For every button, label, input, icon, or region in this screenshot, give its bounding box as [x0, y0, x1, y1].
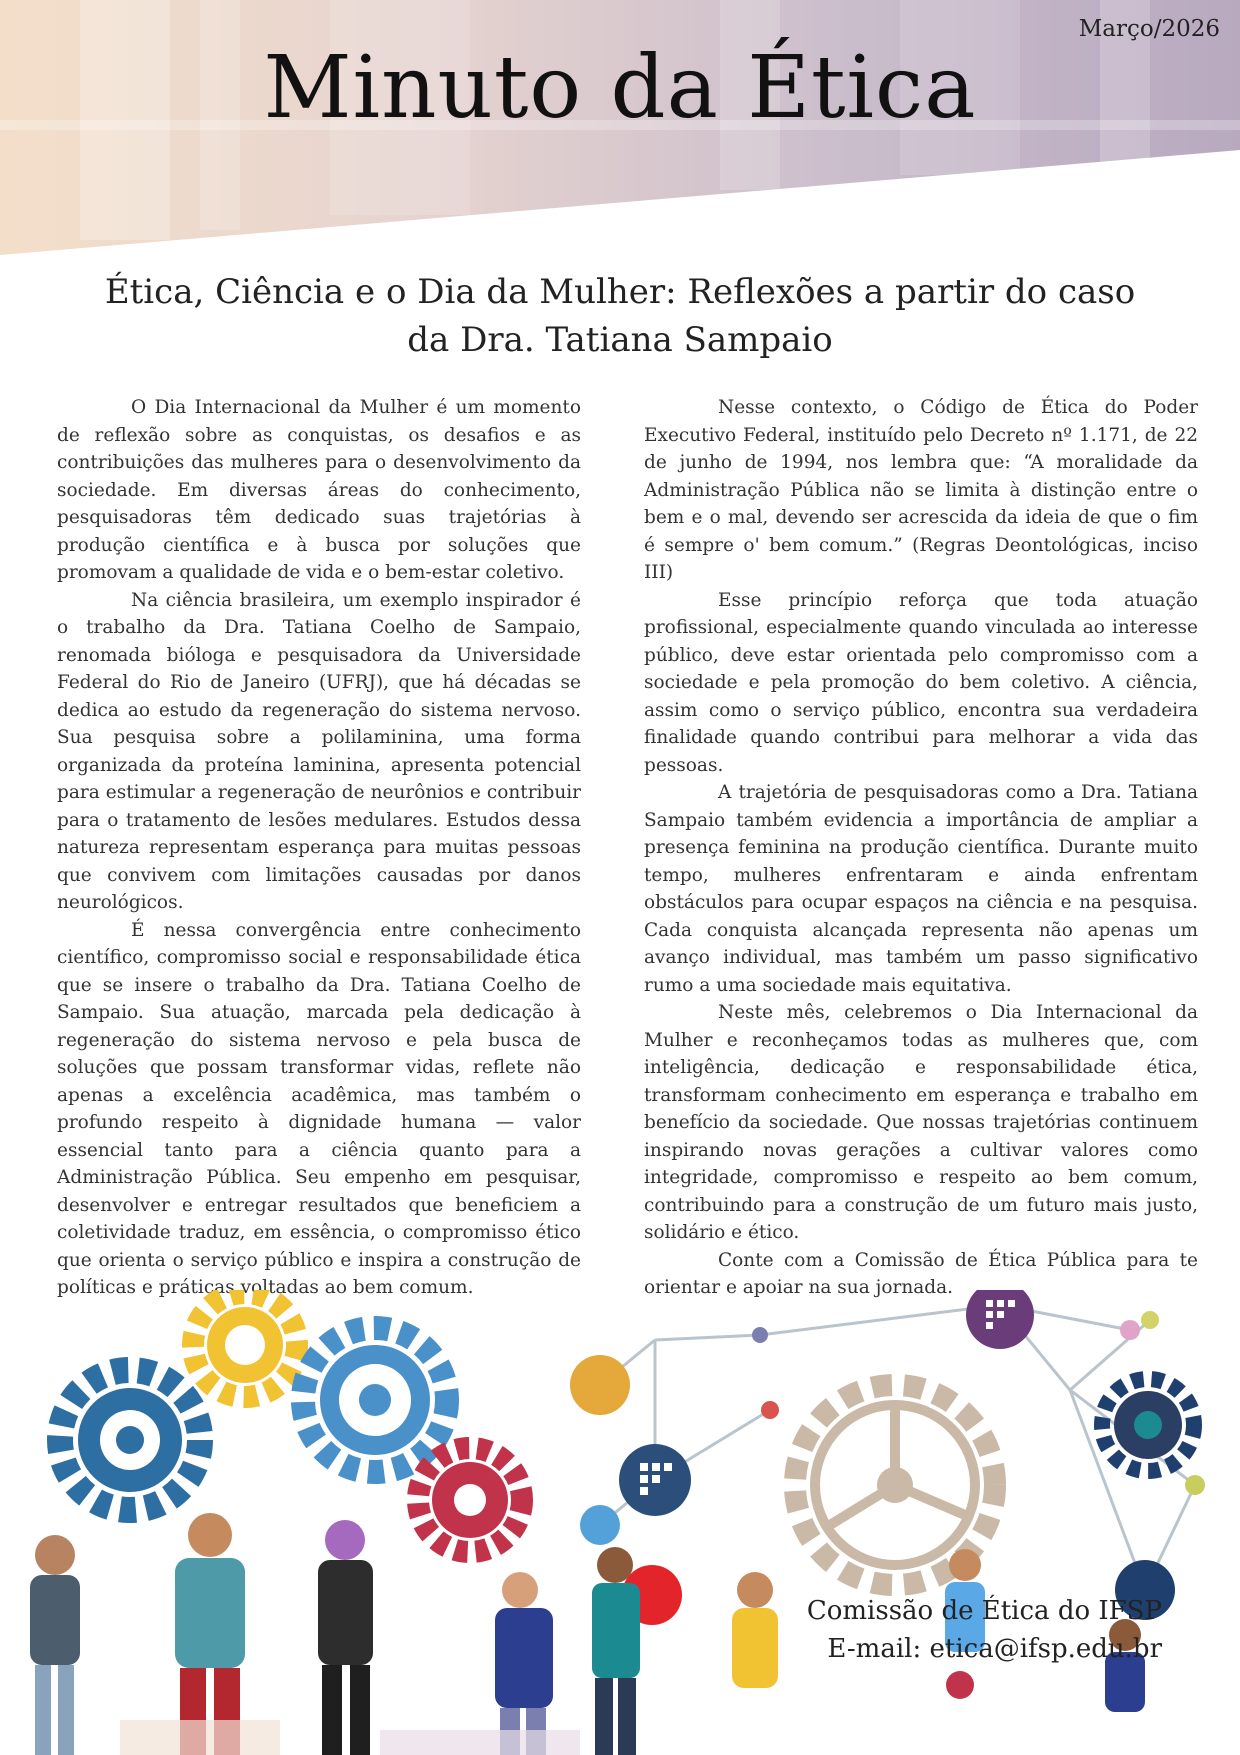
network-node: [761, 1401, 779, 1419]
network-node: [580, 1505, 620, 1545]
footer-contact: [807, 1592, 1162, 1668]
paragraph: Neste mês, celebremos o Dia Internacional da Mulher e reconheçamos todas as mulheres que, com inteligência, dedicação e responsabilidade ética, transformam conhecimento em esperança e trabalho em benefício da sociedade. Que nossas trajetórias continuem inspirando novas gerações a cultivar valores como integridade, compromisso e respeito ao bem comum, contribuindo para a construção de um futuro mais justo, solidário e ético.: [644, 1002, 1198, 1243]
network-node: [1141, 1311, 1159, 1329]
paragraph: Na ciência brasileira, um exemplo inspirador é o trabalho da Dra. Tatiana Coelho de Sampaio, renomada bióloga e pesquisadora da Universidade Federal do Rio de Janeiro (UFRJ), que há décadas se dedica ao estudo da regeneração do sistema nervoso. Sua pesquisa sobre a polilaminina, uma forma organizada da proteína laminina, apresenta potencial para estimular a regeneração de neurônios e contribuir para o tratamento de lesões medulares. Estudos dessa natureza representam esperança para muitas pessoas que convivem com limitações causadas por danos neurológicos.: [57, 589, 581, 913]
paragraph: Esse princípio reforça que toda atuação profissional, especialmente quando vinculada ao interesse público, deve estar orientada pelo compromisso com a sociedade e pela promoção do bem coletivo. A ciência, assim como o serviço público, encontra sua verdadeira finalidade quando contribui para melhorar a vida das pessoas.: [644, 589, 1198, 776]
person: [495, 1572, 553, 1755]
issue-date: Março/2026: [1078, 16, 1220, 42]
article-column-left: [57, 394, 581, 1302]
paragraph: Nesse contexto, o Código de Ética do Poder Executivo Federal, instituído pelo Decreto nº 1.171, de 22 de junho de 1994, nos lembra que: “A moralidade da Administração Pública não se limita à distinção entre o bem e o mal, devendo ser acrescida da ideia de que o fim é sempre o' bem comum.” (Regras Deontológicas, inciso III): [644, 397, 1198, 583]
person: [30, 1535, 80, 1755]
network-node: [752, 1327, 768, 1343]
contact-email: E-mail: etica@ifsp.edu.br: [827, 1634, 1162, 1664]
person: [175, 1513, 245, 1755]
blue-gear: [60, 1370, 200, 1510]
light-blue-gear: [303, 1328, 447, 1472]
paragraph: O Dia Internacional da Mulher é um momento de reflexão sobre as conquistas, os desafios e as contribuições das mulheres para o desenvolvimento da sociedade. Em diversas áreas do conhecimento, pesquisadoras têm dedicado suas trajetórias à produção científica e à busca por soluções que promovam a qualidade de vida e o bem-estar coletivo.: [57, 397, 581, 583]
newsletter-title: Minuto da Ética: [263, 38, 977, 138]
network-node: [946, 1671, 974, 1699]
ifsp-logo-node: [619, 1444, 691, 1516]
gears-people-illustration: [0, 1290, 1240, 1755]
teal-gear: [1102, 1379, 1194, 1471]
network-node: [1120, 1320, 1140, 1340]
person: [318, 1520, 373, 1755]
floor-shape: [120, 1720, 280, 1755]
ifsp-logo-node: [966, 1290, 1034, 1349]
person: [732, 1572, 778, 1688]
yellow-gear: [193, 1293, 297, 1397]
red-gear: [418, 1448, 522, 1552]
paragraph: Conte com a Comissão de Ética Pública para te orientar e apoiar na sua jornada.: [644, 1249, 1198, 1298]
article-column-right: [644, 394, 1198, 1302]
organization-name: Comissão de Ética do IFSP: [806, 1596, 1162, 1626]
network-node: [570, 1355, 630, 1415]
article-title: Ética, Ciência e o Dia da Mulher: Reflexões a partir do caso da Dra. Tatiana Sampaio: [104, 272, 1136, 360]
floor-shape: [380, 1730, 580, 1755]
paragraph: É nessa convergência entre conhecimento científico, compromisso social e responsabilidade ética que se insere o trabalho da Dra. Tatiana Coelho de Sampaio. Sua atuação, marcada pela dedicação à regeneração do sistema nervoso e pela busca de soluções que possam transformar vidas, reflete não apenas a excelência acadêmica, mas também o profundo respeito à dignidade humana — valor essencial tanto para a ciência quanto para a Administração Pública. Seu empenho em pesquisar, desenvolver e entregar resultados que beneficiem a coletividade traduz, em essência, o compromisso ético que orienta o serviço público e inspira a construção de políticas e práticas voltadas ao bem comum.: [57, 919, 581, 1298]
network-node: [1185, 1475, 1205, 1495]
paragraph: A trajetória de pesquisadoras como a Dra. Tatiana Sampaio também evidencia a importância de ampliar a presença feminina na produção científica. Durante muito tempo, mulheres enfrentaram e ainda enfrentam obstáculos para ocupar espaços na ciência e na pesquisa. Cada conquista alcançada representa não apenas um avanço individual, mas também um passo significativo rumo a uma sociedade mais equitativa.: [644, 782, 1198, 996]
